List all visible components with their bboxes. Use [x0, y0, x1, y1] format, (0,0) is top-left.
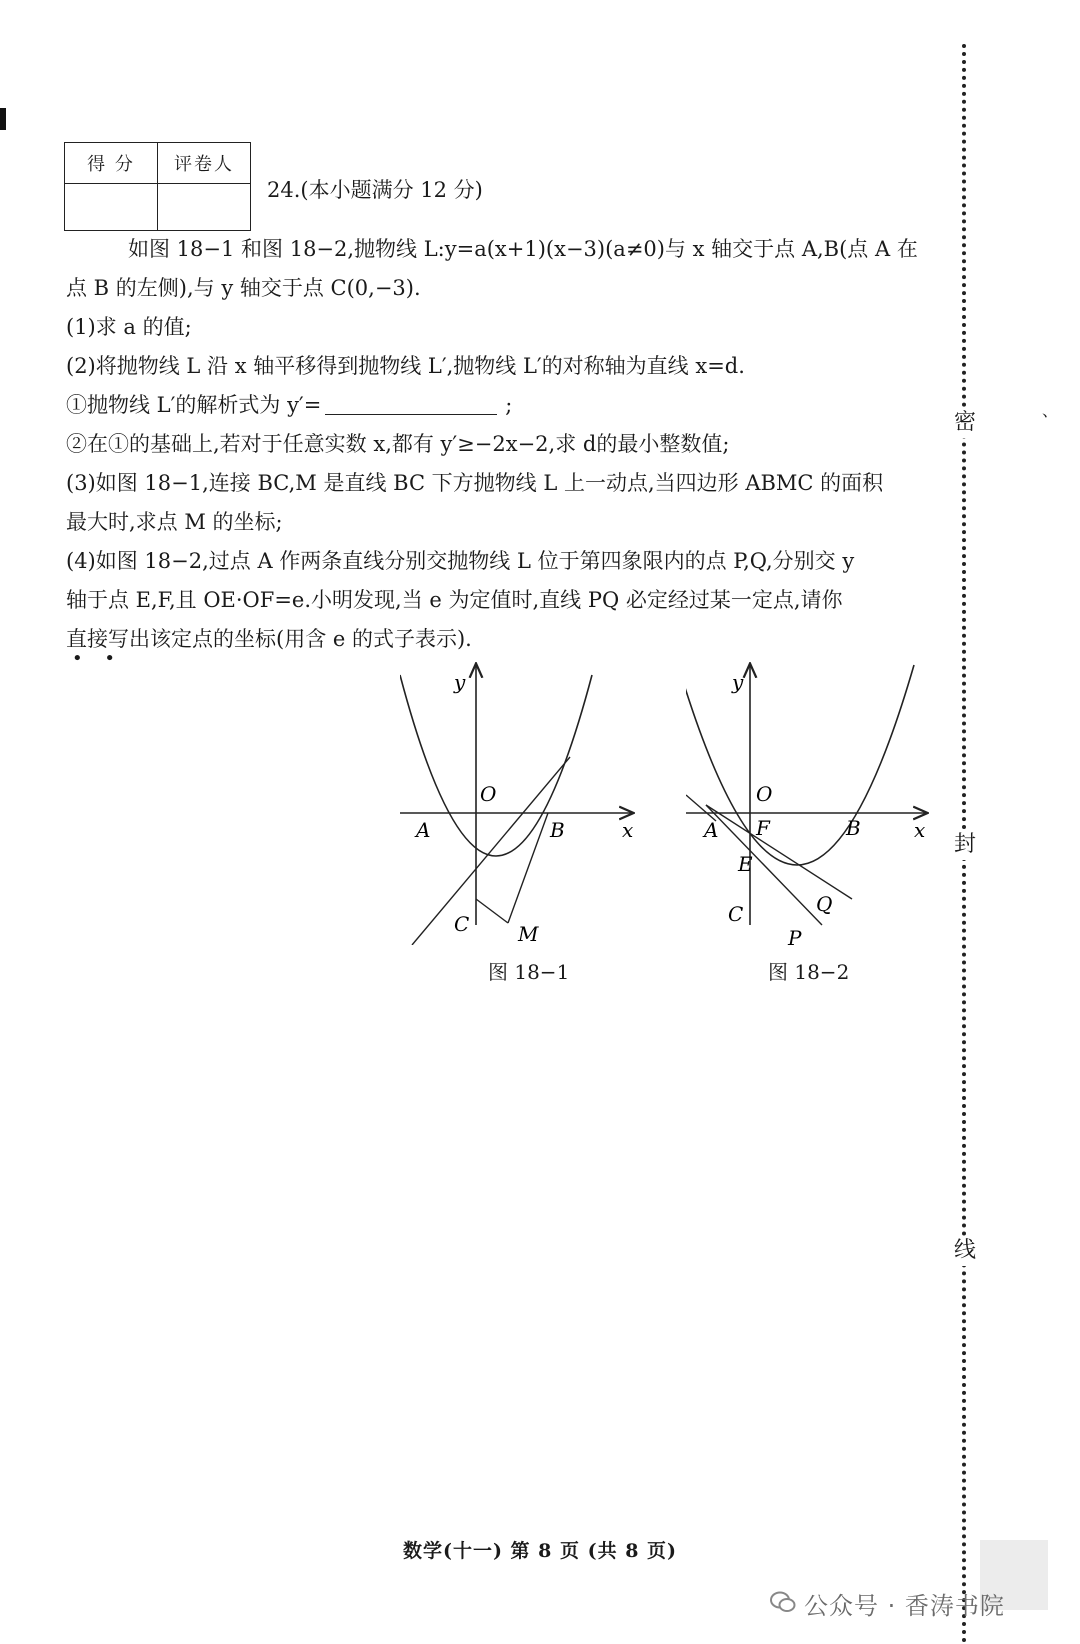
answer-blank [325, 392, 497, 415]
tick-mark: 、 [1042, 401, 1059, 420]
label-a: A [704, 818, 719, 842]
label-c: C [454, 912, 470, 936]
watermark-text: 公众号 · 香涛书院 [804, 1592, 1005, 1620]
wechat-logo-icon [770, 1590, 796, 1614]
label-p: P [788, 926, 802, 945]
score-cell [65, 184, 158, 231]
label-c: C [728, 902, 744, 926]
label-a: A [416, 818, 431, 842]
question-line-6: ②在①的基础上,若对于任意实数 x,都有 y′≥−2x−2,求 d的最小整数值; [66, 432, 730, 456]
label-b: B [846, 816, 861, 840]
question-header: 24.(本小题满分 12 分) [267, 178, 483, 202]
emphasis-dots: • • [72, 648, 123, 669]
figure-18-1 [400, 655, 640, 945]
score-table [64, 142, 251, 231]
question-line-1: 如图 18−1 和图 18−2,抛物线 L:y=a(x+1)(x−3)(a≠0)与 x 轴交于点 A,B(点 A 在 [128, 237, 918, 261]
question-line-9: (4)如图 18−2,过点 A 作两条直线分别交抛物线 L 位于第四象限内的点 P,Q,分别交 y [66, 549, 855, 573]
label-o: O [480, 782, 497, 806]
question-line-2: 点 B 的左侧),与 y 轴交于点 C(0,−3). [66, 276, 421, 300]
label-e: E [738, 852, 753, 876]
question-line-10: 轴于点 E,F,且 OE·OF=e.小明发现,当 e 为定值时,直线 PQ 必定经过某一定点,请你 [66, 588, 843, 612]
grader-header: 评卷人 [158, 143, 251, 184]
question-line-11: 直接写出该定点的坐标(用含 e 的式子表示). [66, 627, 472, 651]
segment-cm [476, 899, 508, 923]
label-b: B [550, 818, 565, 842]
figure-18-2 [686, 655, 936, 945]
label-o: O [756, 782, 773, 806]
label-f: F [756, 816, 770, 840]
question-line-3: (1)求 a 的值; [66, 315, 192, 339]
figure-18-1-caption: 图 18−1 [488, 960, 570, 984]
question-body [66, 230, 936, 659]
seal-char-feng: 封 [952, 830, 978, 860]
question-line-5 [66, 386, 936, 425]
seal-char-xian: 线 [952, 1236, 978, 1266]
edge-mark [0, 108, 6, 130]
label-m: M [518, 922, 539, 945]
seal-char-mi: 密 [952, 408, 978, 438]
analytic-prompt: ①抛物线 L′的解析式为 y′= [66, 393, 322, 417]
segment-mb [508, 813, 548, 923]
page-footer: 数学(十一) 第 8 页 (共 8 页) [402, 1540, 678, 1562]
parabola-curve [686, 665, 914, 865]
question-line-4: (2)将抛物线 L 沿 x 轴平移得到抛物线 L′,抛物线 L′的对称轴为直线 x=d. [66, 354, 745, 378]
figure-18-2-caption: 图 18−2 [768, 960, 850, 984]
label-x: x [914, 818, 926, 842]
line-aq [706, 805, 852, 899]
blank-suffix: ; [505, 393, 513, 417]
score-header: 得 分 [65, 143, 158, 184]
question-line-7: (3)如图 18−1,连接 BC,M 是直线 BC 下方抛物线 L 上一动点,当四边形 ABMC 的面积 [66, 471, 884, 495]
label-y: y [454, 670, 466, 694]
grader-cell [158, 184, 251, 231]
question-line-8: 最大时,求点 M 的坐标; [66, 510, 283, 534]
label-x: x [622, 818, 634, 842]
label-y: y [732, 670, 744, 694]
label-q: Q [816, 892, 833, 916]
